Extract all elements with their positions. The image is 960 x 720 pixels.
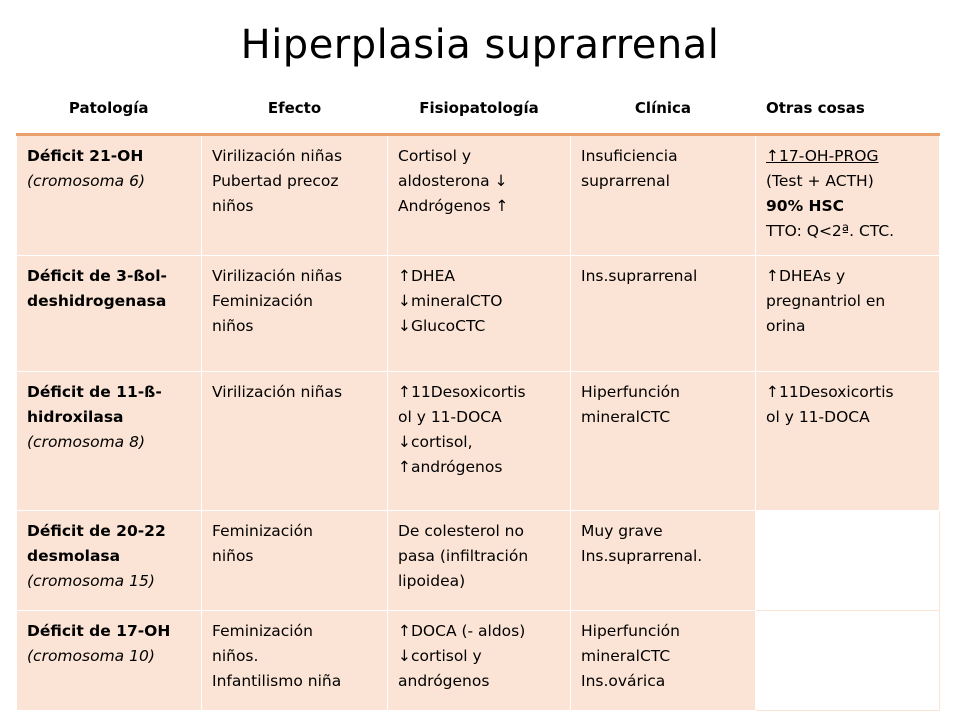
header-clinica: Clínica <box>571 83 756 135</box>
cell-line: ↓cortisol y <box>398 647 482 665</box>
cell-line: niños <box>212 317 254 335</box>
cell-line: niños <box>212 197 254 215</box>
cell-line: Muy grave <box>581 522 663 540</box>
cell-clinica <box>571 611 756 711</box>
cell-line: andrógenos <box>398 672 490 690</box>
cell-otras-cosas-empty <box>756 611 940 711</box>
table-row <box>17 135 940 256</box>
cell-line: Ins.suprarrenal <box>581 267 698 285</box>
cell-line: ol y 11-DOCA <box>398 408 502 426</box>
cell-line: (cromosoma 10) <box>27 647 155 665</box>
cell-line: Hiperfunción <box>581 383 680 401</box>
cell-line: (Test + ACTH) <box>766 172 874 190</box>
cell-efecto <box>202 256 388 372</box>
cell-line: 90% HSC <box>766 197 845 215</box>
cell-efecto <box>202 611 388 711</box>
cell-line: suprarrenal <box>581 172 670 190</box>
cell-line: ↑11Desoxicortis <box>398 383 526 401</box>
cell-line: lipoidea) <box>398 572 466 590</box>
cell-line: ↓cortisol, <box>398 433 473 451</box>
cell-line: Ins.suprarrenal. <box>581 547 703 565</box>
cell-efecto <box>202 135 388 256</box>
cell-line: Insuficiencia <box>581 147 678 165</box>
hiperplasia-table <box>16 83 940 711</box>
cell-line: Andrógenos ↑ <box>398 197 509 215</box>
cell-line: niños. <box>212 647 259 665</box>
cell-line: Feminización <box>212 522 313 540</box>
cell-fisiopatologia <box>388 611 571 711</box>
cell-otras-cosas <box>756 135 940 256</box>
table-row <box>17 511 940 611</box>
cell-clinica <box>571 372 756 511</box>
header-fisiopatologia: Fisiopatología <box>388 83 571 135</box>
table-header <box>17 83 940 135</box>
cell-line: ↓GlucoCTC <box>398 317 486 335</box>
cell-patologia <box>17 511 202 611</box>
cell-line: (cromosoma 6) <box>27 172 145 190</box>
cell-line: desmolasa <box>27 547 121 565</box>
cell-line: De colesterol no <box>398 522 524 540</box>
cell-clinica <box>571 511 756 611</box>
cell-line: pasa (infiltración <box>398 547 529 565</box>
cell-line: Déficit de 20-22 <box>27 522 166 540</box>
cell-line: mineralCTC <box>581 408 671 426</box>
cell-line: orina <box>766 317 806 335</box>
cell-line: Cortisol y <box>398 147 472 165</box>
cell-clinica <box>571 256 756 372</box>
cell-line: ol y 11-DOCA <box>766 408 870 426</box>
cell-line: Pubertad precoz <box>212 172 339 190</box>
table-row <box>17 611 940 711</box>
cell-line: deshidrogenasa <box>27 292 167 310</box>
cell-line: Virilización niñas <box>212 383 343 401</box>
cell-line: Infantilismo niña <box>212 672 342 690</box>
cell-line: mineralCTC <box>581 647 671 665</box>
cell-fisiopatologia <box>388 135 571 256</box>
cell-clinica <box>571 135 756 256</box>
table-row <box>17 372 940 511</box>
cell-line: TTO: Q<2ª. CTC. <box>766 222 895 240</box>
table-row <box>17 256 940 372</box>
cell-patologia <box>17 372 202 511</box>
cell-fisiopatologia <box>388 256 571 372</box>
page-title: Hiperplasia suprarrenal <box>240 22 720 68</box>
cell-line: Ins.ovárica <box>581 672 666 690</box>
cell-line: ↓mineralCTO <box>398 292 503 310</box>
cell-patologia <box>17 611 202 711</box>
cell-patologia <box>17 256 202 372</box>
cell-otras-cosas <box>756 256 940 372</box>
cell-line: Hiperfunción <box>581 622 680 640</box>
cell-line: aldosterona ↓ <box>398 172 508 190</box>
cell-line: hidroxilasa <box>27 408 124 426</box>
header-efecto: Efecto <box>202 83 388 135</box>
cell-line: Déficit de 17-OH <box>27 622 171 640</box>
cell-line: ↑DOCA (- aldos) <box>398 622 526 640</box>
cell-fisiopatologia <box>388 511 571 611</box>
cell-line: ↑andrógenos <box>398 458 503 476</box>
cell-line: Feminización <box>212 292 313 310</box>
cell-line: Virilización niñas <box>212 147 343 165</box>
cell-line: Déficit 21-OH <box>27 147 144 165</box>
cell-efecto <box>202 511 388 611</box>
cell-line: Déficit de 3-ßol- <box>27 267 167 285</box>
cell-patologia <box>17 135 202 256</box>
cell-line: Feminización <box>212 622 313 640</box>
cell-line: ↑DHEAs y <box>766 267 846 285</box>
cell-otras-cosas-empty <box>756 511 940 611</box>
cell-otras-cosas <box>756 372 940 511</box>
cell-line: ↑17-OH-PROG <box>766 147 879 165</box>
cell-line: (cromosoma 15) <box>27 572 155 590</box>
cell-line: pregnantriol en <box>766 292 886 310</box>
header-patologia: Patología <box>17 83 202 135</box>
cell-efecto <box>202 372 388 511</box>
header-otras-cosas: Otras cosas <box>756 83 940 135</box>
cell-fisiopatologia <box>388 372 571 511</box>
cell-line: Virilización niñas <box>212 267 343 285</box>
cell-line: niños <box>212 547 254 565</box>
cell-line: (cromosoma 8) <box>27 433 145 451</box>
cell-line: ↑11Desoxicortis <box>766 383 894 401</box>
cell-line: ↑DHEA <box>398 267 455 285</box>
cell-line: Déficit de 11-ß- <box>27 383 162 401</box>
